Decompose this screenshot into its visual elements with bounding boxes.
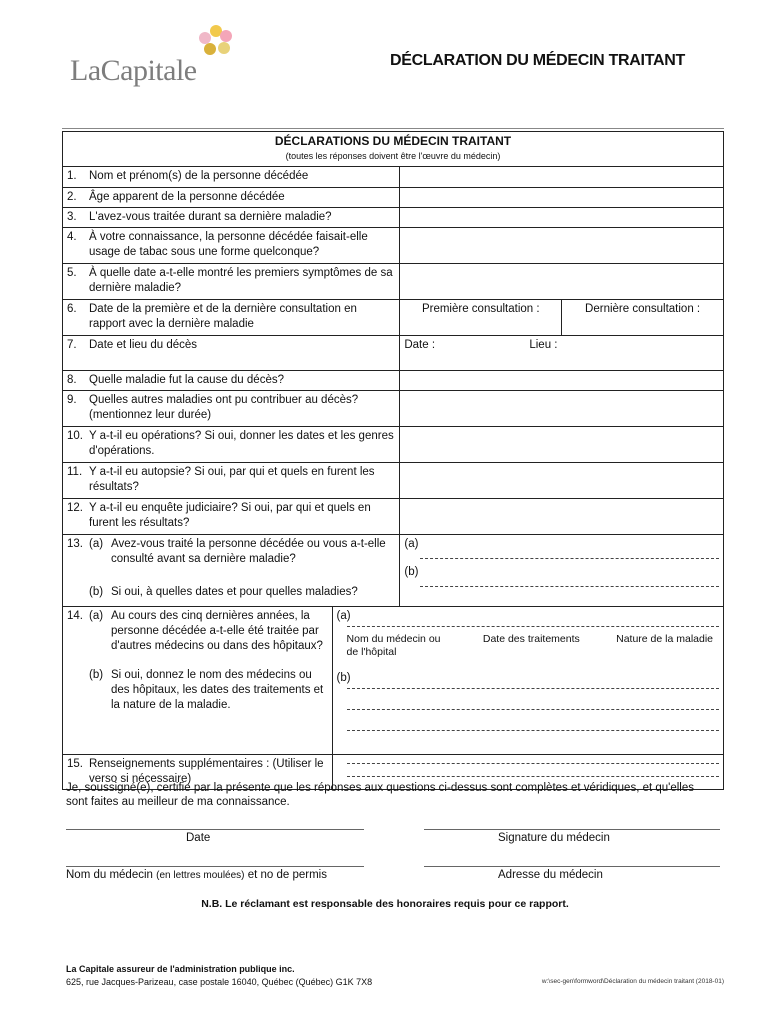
sub-label-a: (a) bbox=[89, 610, 104, 622]
question-number: 3. bbox=[67, 211, 77, 223]
question-number: 5. bbox=[67, 267, 77, 279]
address-line[interactable] bbox=[424, 866, 720, 867]
question-number: 4. bbox=[67, 231, 77, 243]
first-consultation-label: Première consultation : bbox=[421, 303, 540, 315]
question-row-8 bbox=[63, 371, 724, 391]
la-capitale-logo bbox=[70, 24, 250, 94]
answer-field-8[interactable] bbox=[400, 371, 724, 391]
question-row-6 bbox=[63, 300, 724, 336]
section-title: DÉCLARATIONS DU MÉDECIN TRAITANT bbox=[274, 134, 512, 148]
date-line[interactable] bbox=[66, 829, 364, 830]
question-row-12 bbox=[63, 499, 724, 535]
answer-15-line-2[interactable] bbox=[347, 776, 719, 777]
declaration-text: Je, soussigné(e), certifie par la présente que les réponses aux questions ci-dessus sont complètes et véridiques, et qu'elles sont faites au meilleur de ma connaissance. bbox=[66, 782, 695, 808]
answer-field-10[interactable] bbox=[400, 427, 724, 463]
question-text: Date et lieu du décès bbox=[89, 339, 198, 351]
question-text: Quelles autres maladies ont pu contribuer au décès? (mentionnez leur durée) bbox=[89, 394, 359, 421]
question-row-14 bbox=[63, 607, 724, 755]
answer-field-3[interactable] bbox=[400, 208, 724, 228]
question-row-1 bbox=[63, 167, 724, 188]
question-14a-text: Au cours des cinq dernières années, la personne décédée a-t-elle été traitée par d'autres médecins ou dans des hôpitaux? bbox=[111, 610, 323, 652]
question-row-3 bbox=[63, 208, 724, 228]
footer-address: 625, rue Jacques-Parizeau, case postale 16040, Québec (Québec) G1K 7X8 bbox=[66, 977, 373, 987]
question-number: 1. bbox=[67, 170, 77, 182]
question-row-9 bbox=[63, 391, 724, 427]
question-number: 13. bbox=[67, 538, 83, 550]
question-text: À quelle date a-t-elle montré les premiers symptômes de sa dernière maladie? bbox=[89, 267, 393, 294]
date-label: Date bbox=[186, 832, 211, 844]
name-label-suffix: et no de permis bbox=[247, 869, 327, 881]
question-14b-text: Si oui, donnez le nom des médecins ou des hôpitaux, les dates des traitements et la nature de la maladie. bbox=[111, 669, 324, 711]
death-place-label: Lieu : bbox=[529, 339, 558, 351]
document-title: DÉCLARATION DU MÉDECIN TRAITANT bbox=[390, 52, 685, 69]
question-number: 8. bbox=[67, 374, 77, 386]
question-number: 9. bbox=[67, 394, 77, 406]
sub-label-b: (b) bbox=[89, 586, 104, 598]
question-text: Âge apparent de la personne décédée bbox=[89, 191, 285, 203]
answer-field-13[interactable] bbox=[400, 535, 724, 607]
signature-label: Signature du médecin bbox=[498, 832, 610, 844]
answer-13b-label: (b) bbox=[404, 566, 419, 578]
question-number: 11. bbox=[67, 466, 83, 478]
nb-note: N.B. Le réclamant est responsable des honoraires requis pour ce rapport. bbox=[201, 898, 569, 910]
question-number: 15. bbox=[67, 758, 83, 770]
footer-file-path: w:\sec-gen\formword\Déclaration du médecin traitant (2018-01) bbox=[541, 978, 724, 985]
death-date-label: Date : bbox=[404, 339, 436, 351]
signature-line[interactable] bbox=[424, 829, 720, 830]
answer-13a-line[interactable] bbox=[420, 558, 719, 559]
question-text: Quelle maladie fut la cause du décès? bbox=[89, 374, 284, 386]
question-text: Y a-t-il eu enquête judiciaire? Si oui, par qui et quels en furent les résultats? bbox=[89, 502, 371, 529]
answer-14a-label: (a) bbox=[336, 610, 351, 622]
col-illness-nature: Nature de la maladie bbox=[616, 633, 713, 645]
name-label-paren: (en lettres moulées) bbox=[156, 870, 245, 881]
form-header-row bbox=[63, 132, 724, 167]
sub-label-b: (b) bbox=[89, 669, 104, 681]
question-number: 7. bbox=[67, 339, 77, 351]
question-13b-text: Si oui, à quelles dates et pour quelles maladies? bbox=[111, 586, 358, 598]
answer-13a-label: (a) bbox=[404, 538, 419, 550]
answer-field-2[interactable] bbox=[400, 188, 724, 208]
answer-14a-line[interactable] bbox=[347, 626, 719, 627]
answer-field-12[interactable] bbox=[400, 499, 724, 535]
question-row-11 bbox=[63, 463, 724, 499]
answer-field-9[interactable] bbox=[400, 391, 724, 427]
flower-logo-icon bbox=[196, 24, 236, 58]
question-text: L'avez-vous traitée durant sa dernière maladie? bbox=[89, 211, 332, 223]
answer-13b-line[interactable] bbox=[420, 586, 719, 587]
footer-company: La Capitale assureur de l'administration publique inc. bbox=[66, 964, 295, 974]
question-text: Renseignements supplémentaires : (Utiliser le verso si nécessaire) bbox=[89, 758, 324, 785]
last-consultation-field[interactable] bbox=[562, 300, 724, 336]
question-13a-text: Avez-vous traité la personne décédée ou vous a-t-elle consulté avant sa dernière maladie? bbox=[111, 538, 386, 565]
question-row-2 bbox=[63, 188, 724, 208]
question-row-4 bbox=[63, 228, 724, 264]
col-treatment-dates: Date des traitements bbox=[482, 633, 580, 645]
question-row-10 bbox=[63, 427, 724, 463]
answer-14b-line-3[interactable] bbox=[347, 730, 719, 731]
question-number: 10. bbox=[67, 430, 83, 442]
question-row-7 bbox=[63, 336, 724, 371]
answer-14b-label: (b) bbox=[336, 672, 351, 684]
answer-14b-line-1[interactable] bbox=[347, 688, 719, 689]
death-date-place-field[interactable] bbox=[400, 336, 724, 371]
top-divider bbox=[62, 128, 724, 129]
question-text: Nom et prénom(s) de la personne décédée bbox=[89, 170, 309, 182]
answer-field-4[interactable] bbox=[400, 228, 724, 264]
answer-field-14[interactable] bbox=[332, 607, 723, 755]
question-text: Y a-t-il eu autopsie? Si oui, par qui et quels en furent les résultats? bbox=[89, 466, 375, 493]
answer-field-11[interactable] bbox=[400, 463, 724, 499]
question-number: 12. bbox=[67, 502, 83, 514]
brand-name: LaCapitale bbox=[70, 54, 197, 87]
question-text: À votre connaissance, la personne décédée faisait-elle usage de tabac sous une forme quelconque? bbox=[89, 231, 368, 258]
question-number: 14. bbox=[67, 610, 83, 622]
section-subtitle: (toutes les réponses doivent être l'œuvre du médecin) bbox=[285, 151, 501, 161]
answer-field-1[interactable] bbox=[400, 167, 724, 188]
question-number: 6. bbox=[67, 303, 77, 315]
address-label: Adresse du médecin bbox=[498, 869, 603, 881]
question-number: 2. bbox=[67, 191, 77, 203]
answer-14b-line-2[interactable] bbox=[347, 709, 719, 710]
col-doctor-hospital: Nom du médecin ou de l'hôpital bbox=[346, 633, 441, 658]
question-text: Date de la première et de la dernière consultation en rapport avec la dernière maladie bbox=[89, 303, 357, 330]
question-row-13 bbox=[63, 535, 724, 607]
last-consultation-label: Dernière consultation : bbox=[585, 303, 701, 315]
question-row-5 bbox=[63, 264, 724, 300]
answer-field-5[interactable] bbox=[400, 264, 724, 300]
name-label bbox=[66, 869, 327, 881]
question-text: Y a-t-il eu opérations? Si oui, donner les dates et les genres d'opérations. bbox=[89, 430, 394, 457]
sub-label-a: (a) bbox=[89, 538, 104, 550]
form-header bbox=[63, 132, 724, 167]
declaration-form-table bbox=[62, 131, 724, 790]
answer-15-line-1[interactable] bbox=[347, 763, 719, 764]
name-line[interactable] bbox=[66, 866, 364, 867]
first-consultation-field[interactable] bbox=[400, 300, 562, 336]
name-label-prefix: Nom du médecin bbox=[66, 869, 153, 881]
